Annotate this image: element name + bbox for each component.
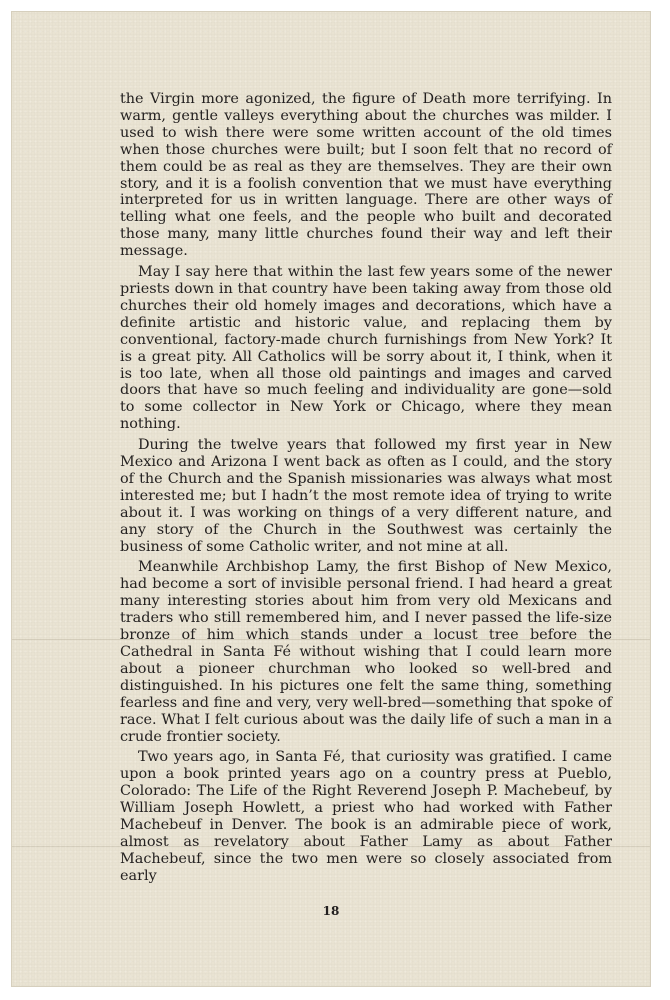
- paragraph: During the twelve years that followed my first year in New Mexico and Arizona I went back as often as I could, and the story of the Church and the Spanish missionaries was always what most interested me; but I hadn’t the most remote idea of trying to write about it. I was working on things of a very different nature, and any story of the Church in the Southwest was certainly the business of some Catholic writer, and not mine at all.: [120, 437, 612, 555]
- document-page: [12, 12, 650, 986]
- paragraph: Meanwhile Archbishop Lamy, the first Bishop of New Mexico, had become a sort of invisible personal friend. I had heard a great many interesting stories about him from very old Mexicans and traders who still remembered him, and I never passed the life-size bronze of him which stands under a locust tree before the Cathedral in Santa Fé without wishing that I could learn more about a pioneer churchman who looked so well-bred and distinguished. In his pictures one felt the same thing, something fearless and fine and very, very well-bred—something that spoke of race. What I felt curious about was the daily life of such a man in a crude frontier society.: [120, 559, 612, 745]
- paragraph: May I say here that within the last few years some of the newer priests down in that country have been taking away from those old churches their old homely images and decorations, which have a definite artistic and historic value, and replacing them by conventional, factory-made church furnishings from New York? It is a great pity. All Catholics will be sorry about it, I think, when it is too late, when all those old paintings and images and carved doors that have so much feeling and individuality are gone—sold to some collector in New York or Chicago, where they mean nothing.: [120, 264, 612, 433]
- page-number: 18: [322, 904, 340, 918]
- paragraph-continued: the Virgin more agonized, the figure of Death more terrifying. In warm, gentle valleys everything about the churches was milder. I used to wish there were some written account of the old times when those churches were built; but I soon felt that no record of them could be as real as they are themselves. They are their own story, and it is a foolish convention that we must have everything interpreted for us in written language. There are other ways of telling what one feels, and the people who built and decorated those many, many little churches found their way and left their message.: [120, 91, 612, 260]
- paragraph: Two years ago, in Santa Fé, that curiosity was gratified. I came upon a book printed years ago on a country press at Pueblo, Colorado: The Life of the Right Reverend Joseph P. Machebeuf, by William Joseph Howlett, a priest who had worked with Father Machebeuf in Denver. The book is an admirable piece of work, almost as revelatory about Father Lamy as about Father Machebeuf, since the two men were so closely associated from early: [120, 749, 612, 884]
- body-text: [120, 91, 612, 889]
